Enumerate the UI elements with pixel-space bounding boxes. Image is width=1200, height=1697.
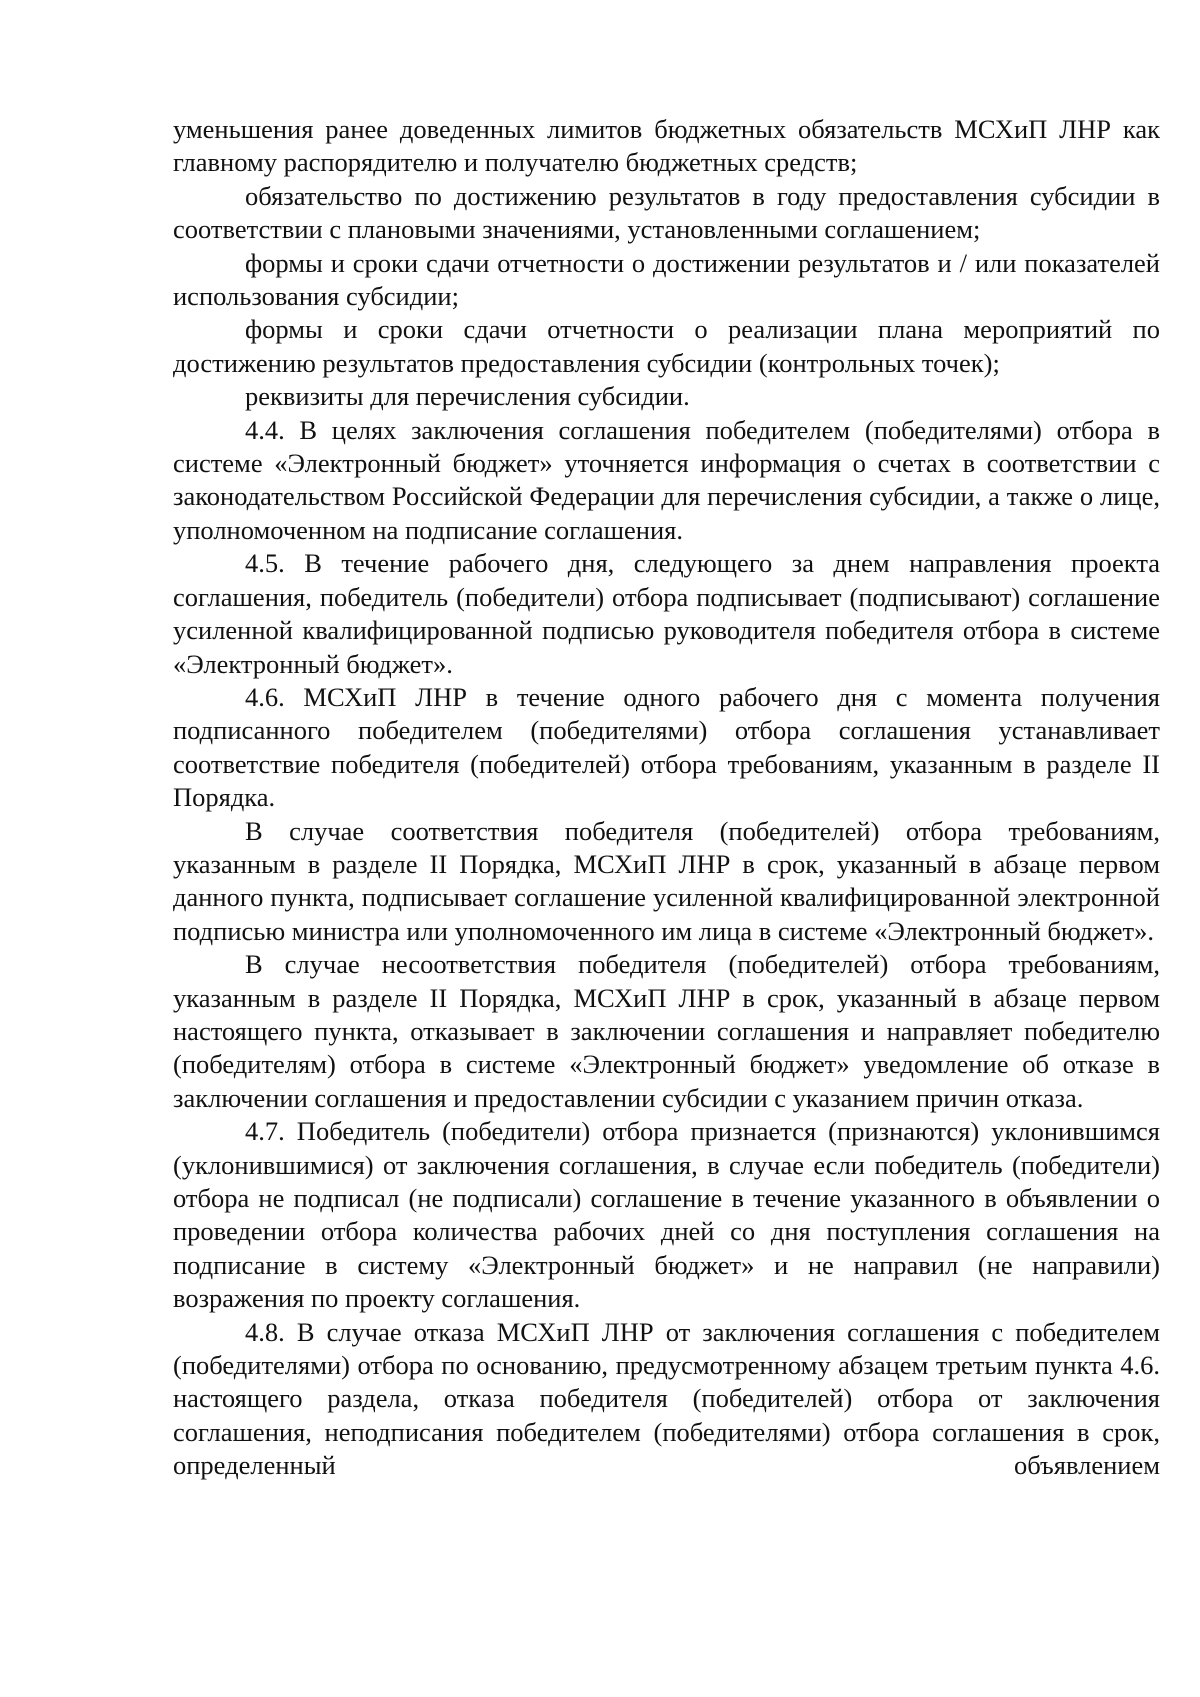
paragraph-reporting-forms-results: формы и сроки сдачи отчетности о достижении результатов и / или показателей использования субсидии; — [173, 247, 1160, 312]
paragraph-clause-4-5: 4.5. В течение рабочего дня, следующего за днем направления проекта соглашения, победитель (победители) отбора подписывает (подписывают) соглашение усиленной квалифицированной подписью руководителя победителя отбора в системе «Электронный бюджет». — [173, 548, 1160, 679]
paragraph-noncompliance-case: В случае несоответствия победителя (победителей) отбора требованиям, указанным в разделе II Порядка, МСХиП ЛНР в срок, указанный в абзаце первом настоящего пункта, отказывает в заключении соглашения и направляет победителю (победителям) отбора в системе «Электронный бюджет» уведомление об отказе в заключении соглашения и предоставлении субсидии с указанием причин отказа. — [173, 949, 1160, 1113]
paragraph-reporting-forms-plan: формы и сроки сдачи отчетности о реализации плана мероприятий по достижению результатов предоставления субсидии (контрольных точек); — [173, 314, 1160, 378]
paragraph-compliance-case: В случае соответствия победителя (победителей) отбора требованиям, указанным в разделе II Порядка, МСХиП ЛНР в срок, указанный в абзаце первом данного пункта, подписывает соглашение усиленной квалифицированной электронной подписью министра или уполномоченного им лица в системе «Электронный бюджет». — [173, 815, 1160, 946]
paragraph-payment-details: реквизиты для перечисления субсидии. — [245, 381, 690, 412]
paragraph-clause-4-6: 4.6. МСХиП ЛНР в течение одного рабочего дня с момента получения подписанного победителем (победителями) отбора соглашения устанавливает соответствие победителя (победителей) отбора требованиям, указанным в разделе II Порядка. — [173, 681, 1160, 813]
paragraph-limits-reduction: уменьшения ранее доведенных лимитов бюджетных обязательств МСХиП ЛНР как главному распорядителю и получателю бюджетных средств; — [173, 114, 1160, 178]
paragraph-clause-4-7: 4.7. Победитель (победители) отбора признается (признаются) уклонившимся (уклонившимися) от заключения соглашения, в случае если победитель (победители) отбора не подписал (не подписали) соглашение в течение указанного в объявлении о проведении отбора количества рабочих дней со дня поступления соглашения на подписание в систему «Электронный бюджет» и не направил (не направили) возражения по проекту соглашения. — [173, 1116, 1160, 1314]
paragraph-results-obligation: обязательство по достижению результатов в году предоставления субсидии в соответствии с плановыми значениями, установленными соглашением; — [173, 180, 1160, 245]
paragraph-clause-4-4: 4.4. В целях заключения соглашения победителем (победителями) отбора в системе «Электронный бюджет» уточняется информация о счетах в соответствии с законодательством Российской Федерации для перечисления субсидии, а также о лице, уполномоченном на подписание соглашения. — [173, 414, 1160, 545]
paragraph-clause-4-8: 4.8. В случае отказа МСХиП ЛНР от заключения соглашения с победителем (победителями) отбора по основанию, предусмотренному абзацем третьим пункта 4.6. настоящего раздела, отказа победителя (победителей) отбора от заключения соглашения, неподписания победителем (победителями) отбора соглашения в срок, определенный объявлением — [173, 1316, 1160, 1481]
document-body — [173, 113, 1160, 1483]
